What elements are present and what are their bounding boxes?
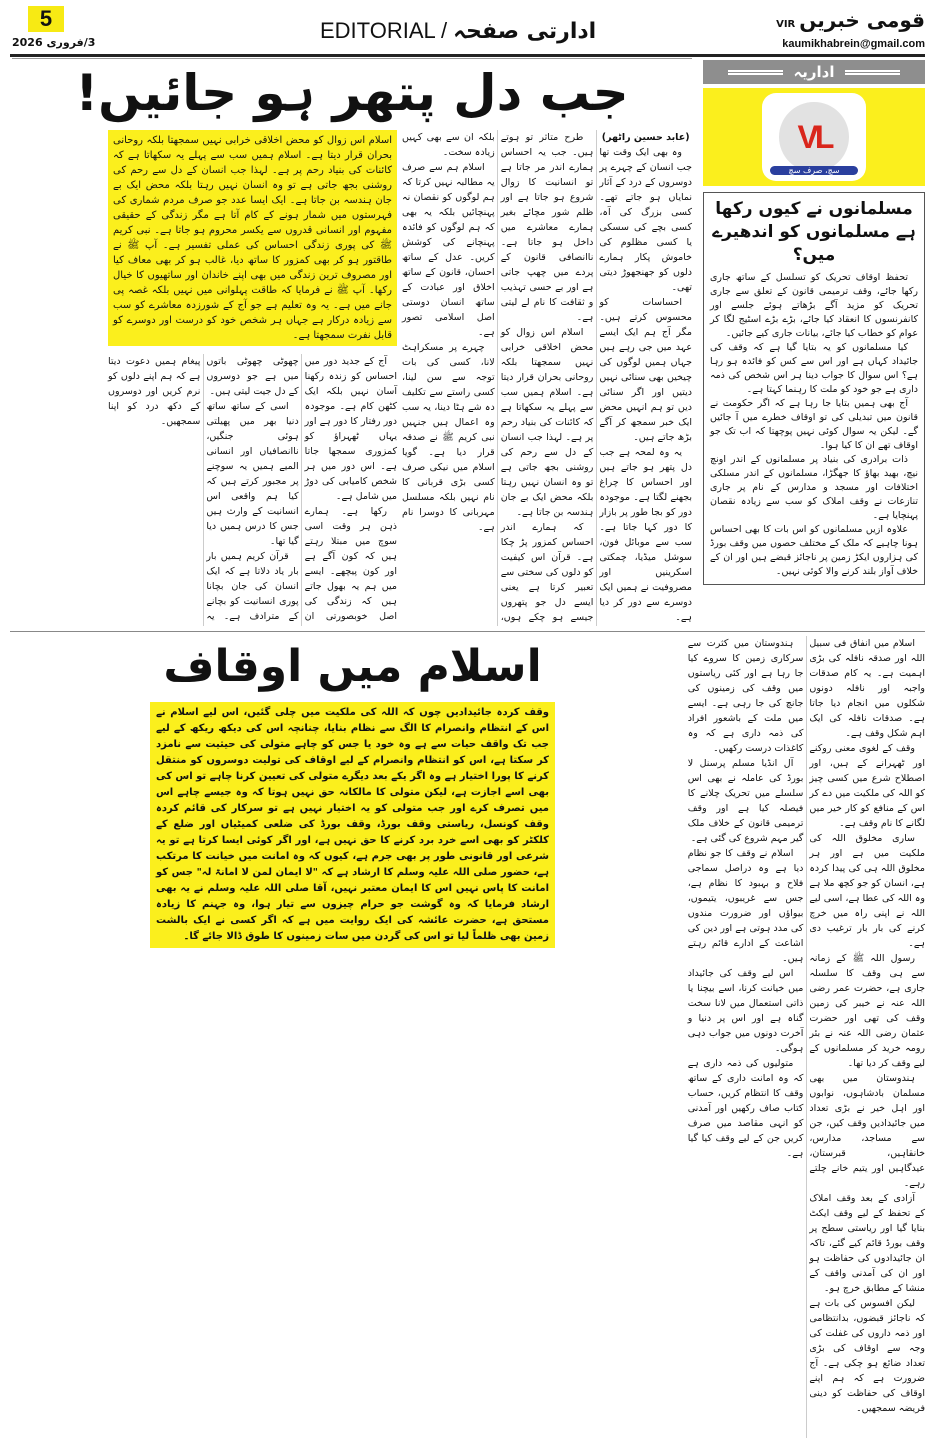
article1-highlight-box: اسلام اس زوال کو محض اخلاقی خرابی نہیں سمجھتا بلکہ روحانی بحران قرار دیتا ہے۔ اسلام ہمیں سب سے پہلے یہ سکھاتا ہے کہ کائنات کی بنیاد رحم پر ہے۔ لہذا جب انسان کے دل سے رحم کی روشنی بجھ جاتی ہے تو وہ انسان نہیں رہتا بلکہ محض ایک بے جان ہندسہ بن جاتا ہے۔ ایک ایسا عدد جو صرف مردم شماری کی فہرستوں میں شمار ہونے کے کام آتا ہے مگر زندگی کے حقیقی مفہوم اور انسانی قدروں سے یکسر محروم ہو جاتا ہے۔ نبی کریم ﷺ کی پوری زندگی احساس کی عملی تفسیر ہے۔ آپ ﷺ نے طاقتور ہو کر بھی کمزور کا ساتھ دیا، غالب ہو کر بھی معاف کیا اور مصروف ترین زندگی میں بھی اپنے خاندان اور ساتھیوں کا خیال رکھا۔ آپ ﷺ نے فرمایا کہ طاقت پہلوانی میں نہیں بلکہ غصہ پی جانے میں ہے۔ یہ وہ تعلیم ہے جو آج کے شورزدہ معاشرے کو سب سے زیادہ درکار ہے جہاں ہر شخص خود کو درست اور دوسرے کو قابل نفرت سمجھتا ہے۔ — [108, 130, 397, 346]
article1-column-left — [10, 130, 102, 626]
paragraph: متولیوں کی ذمہ داری ہے کہ وہ امانت داری کے ساتھ وقف کا انتظام کریں، حساب کتاب صاف رکھیں اور آمدنی کو انہی مقاصد میں صرف کریں جن کے لیے وقف کیا گیا ہے۔ — [687, 1058, 804, 1159]
contact-email[interactable]: kaumikhabrein@gmail.com — [782, 38, 925, 50]
paragraph: لیکن افسوس کی بات ہے کہ ناجائز قبضوں، بدانتظامی اور ذمہ داروں کی غفلت کی وجہ سے اوقاف کی بڑی تعداد ضائع ہو چکی ہے۔ آج ضرورت ہے کہ ہم اپنے اوقاف کی حفاظت کو دینی فریضہ سمجھیں۔ — [809, 1298, 925, 1414]
paragraph: اسی کے ساتھ ساتھ دنیا بھر میں پھیلتی ہوئی جنگیں، ناانصافیاں اور انسانی المیے ہمیں یہ سوچنے پر مجبور کرتے ہیں کہ کیا ہم واقعی اس انسانیت کے وارث ہیں جس کا درس ہمیں دیا گیا تھا۔ — [206, 401, 299, 547]
paragraph: آج بھی ہمیں بتایا جا رہا ہے کہ اگر حکومت نے قانون میں تبدیلی کی تو اوقاف خطرے میں آ جائیں گے۔ لیکن یہ سوال کوئی نہیں پوچھتا کہ اب تک جو اوقاف تھے ان کا کیا ہوا۔ — [710, 398, 918, 451]
article-divider — [10, 631, 925, 632]
paragraph: رسول اللہ ﷺ کے زمانہ سے ہی وقف کا سلسلہ جاری ہے، حضرت عمر رضی اللہ عنہ نے خیبر کی زمین وقف کی تھی اور حضرت عثمان رضی اللہ عنہ نے بئر رومہ خرید کر مسلمانوں کے لیے وقف کر دیا تھا۔ — [809, 953, 925, 1069]
pen-logo-icon: VL — [779, 102, 849, 172]
paragraph: تحفظ اوقاف تحریک کو تسلسل کے ساتھ جاری رکھا جائے، وقف ترمیمی قانون کے تعلق سے جاری تحریک کو مزید آگے بڑھاتے ہوئے جلسے اور کانفرنسوں کا انعقاد کیا جائے، بڑے بڑے اسٹیج لگا کر عوام کو خطاب کیا جائے، بیانات جاری کیے جائیں۔ — [710, 272, 918, 339]
paragraph: یہ وہ لمحہ ہے جب دل پتھر ہو جاتے ہیں اور احساس کا چراغ بجھنے لگتا ہے۔ موجودہ دور کو بجا طور پر بازار کا دور کہا جاتا ہے۔ سب سے موبائل فون، سوشل میڈیا، چمکتی اسکرینیں اور مصروفیت نے ہمیں ایک دوسرے سے دور کر دیا ہے۔ — [599, 447, 692, 623]
logo-card — [762, 93, 866, 181]
editorial-logo-panel — [703, 88, 925, 186]
article2-columns-middle — [150, 956, 555, 1438]
logo-tagline: سچ، صرف سچ — [770, 166, 858, 175]
paragraph: اس لیے وقف کی جائیداد میں خیانت کرنا، اسے بیچنا یا ذاتی استعمال میں لانا سخت گناہ ہے اور اس پر دنیا و آخرت دونوں میں جواب دہی ہوگی۔ — [687, 968, 804, 1054]
article2-column-left — [10, 636, 142, 1438]
page-number: 5 — [28, 6, 64, 32]
paragraph: اسلام میں انفاق فی سبیل اللہ اور صدقہ نافلہ کی بڑی اہمیت ہے۔ یہ کام صدقات واجبہ اور نافلہ دونوں شکلوں میں انجام دیا جاتا ہے۔ صدقات نافلہ کی ایک اہم شکل وقف ہے۔ — [809, 638, 925, 739]
article1-columns-right — [402, 130, 692, 626]
paragraph: وقف کے لغوی معنی روکنے اور ٹھہرانے کے ہیں، اور اصطلاح شرع میں کسی چیز کو اللہ کی ملکیت میں دے کر اس کے منافع کو کار خیر میں لگانے کا نام وقف ہے۔ — [809, 743, 925, 829]
editorial-headline: مسلمانوں نے کیوں رکھا ہے مسلمانوں کو اندھیرے میں؟ — [712, 199, 916, 265]
paragraph: احساسات کو محسوس کرتے ہیں۔ مگر آج ہم ایک ایسے عہد میں جی رہے ہیں جہاں ہمیں لوگوں کی چیخیں بھی سنائی نہیں دیتیں اور اگر سنائی دیں تو ہم انہیں محض ایک خبر سمجھ کر آگے بڑھ جاتے ہیں۔ — [599, 297, 692, 443]
paragraph: طرح متاثر تو ہوتے ہیں۔ جب یہ احساس ہمارے اندر مر جاتا ہے تو انسانیت کا زوال شروع ہو جاتا ہے اور ظلم شور مچائے بغیر ہمارے معاشرے میں داخل ہو جاتا ہے۔ ناانصافی قانون کے پردے میں چھپ جاتی ہے اور بے حسی تہذیب و ثقافت کا نام لے لیتی ہے۔ — [500, 132, 594, 323]
paragraph: ذات برادری کی بنیاد پر مسلمانوں کے اندر اونچ نیچ، بھید بھاؤ کا جھگڑا، مسلمانوں کے اندر مسلکی اختلافات اور مسجد و مدارس کے نام پر جاری تنازعات نے وقف املاک کو سب سے زیادہ نقصان پہنچایا ہے۔ — [710, 454, 918, 521]
article2-columns-right — [566, 636, 925, 1438]
paragraph: اسلام اس زوال کو محض اخلاقی خرابی نہیں سمجھتا بلکہ روحانی بحران قرار دیتا ہے۔ اسلام ہمیں سب سے پہلے یہ سکھاتا ہے کہ کائنات کی بنیاد رحم پر ہے۔ لہذا جب انسان کے دل سے رحم کی روشنی بجھ جاتی ہے تو وہ انسان نہیں رہتا بلکہ محض ایک بے جان ہندسہ بن جاتا ہے۔ — [500, 327, 594, 518]
editorial-banner-label: اداریہ — [793, 63, 835, 81]
paragraph: کیا مسلمانوں کو یہ بتایا گیا ہے کہ وقف کی جائیداد کہاں ہے اور اس سے کس کو فائدہ ہو رہا ہے؟ اس سوال کا جواب دینا ہر اس شخص کی ذمہ داری ہے جو خود کو ملت کا رہنما کہتا ہے۔ — [710, 342, 918, 395]
paragraph: قرآن کریم ہمیں بار بار یاد دلاتا ہے کہ ایک انسان کی جان بچانا پوری انسانیت کو بچانے کے مترادف ہے۔ یہ پیغام ہمیں دعوت دیتا ہے کہ ہم اپنے دلوں کو نرم کریں اور دوسروں کے دکھ درد کو اپنا سمجھیں۔ — [108, 356, 299, 622]
paragraph: آزادی کے بعد وقف املاک کے تحفظ کے لیے وقف ایکٹ بنایا گیا اور ریاستی سطح پر وقف بورڈ قائم کیے گئے، تاکہ ان جائیدادوں کی حفاظت ہو اور ان کی آمدنی واقف کے منشا کے مطابق خرچ ہو۔ — [809, 1193, 925, 1294]
header-divider — [10, 54, 925, 57]
paragraph: ہندوستان میں بھی مسلمان بادشاہوں، نوابوں اور اہل خیر نے بڑی تعداد میں جائیدادیں وقف کیں، جن سے مساجد، مدارس، خانقاہیں، قبرستان، عیدگاہیں اور یتیم خانے چلتے رہے۔ — [809, 1073, 925, 1189]
article2-highlight-box: وقف کردہ جائیدادیں چوں کہ اللہ کی ملکیت میں چلی گئیں، اس لیے اسلام نے اس کے انتظام وانصرام کا الگ سے نظام بنایا، چنانچہ اس کی دیکھ ریکھ کے لیے جب تک واقف حیات سے ہے وہ خود یا جس کو چاہے متولی کی حیثیت سے نامزد کر سکتا ہے، اس کو انتظام وانصرام کے لیے اوقاف کی تولیت دوسروں کو منتقل کرنے کا پورا اختیار ہے وہ اگر یکے بعد دیگرے متولی کی تعیین کرنا چاہے تو اس کی بھی اسے اجازت ہے، لیکن متولی کا مالکانہ حق نہیں ہوتا کہ وہ جیسے چاہے اس میں تصرف کرے اور جب متولی کو یہ اختیار نہیں ہے تو سرکار کی قائم کردہ وقف کونسل، ریاستی وقف بورڈ، وقف بورڈ کی ضلعی کمیٹیاں اور ضلع کے کلکٹر کو بھی اسے خرد برد کرنے کا حق نہیں ہے، اور اگر کوئی ایسا کرتا ہے تو یہ شرعی اور قانونی طور پر بھی جرم ہے، کیوں کہ وہ امانت میں خیانت کا مرتکب ہے، حضور صلی اللہ علیہ وسلم کا ارشاد ہے کہ "لا ایمان لمن لا امانۃ لہ" جس کو امانت کا پاس نہیں اس کا ایمان معتبر نہیں، آقا صلی اللہ علیہ وسلم نے یہ بھی ارشاد فرمایا کہ وہ گوشت جو حرام چیزوں سے تیار ہوا، وہ جہنم کا زیادہ مستحق ہے، حضرت عائشہ کی ایک روایت میں ہے کہ اگر کسی نے ایک بالشت زمین بھی ظلماً لیا تو اس کی گردن میں سات زمینوں کا طوق ڈالا جائے گا۔ — [150, 702, 555, 948]
paragraph: ساری مخلوق اللہ کی ملکیت میں ہے اور ہر مخلوق اللہ ہی کی پیدا کردہ ہے، انسان کو جو کچھ ملا ہے وہ اللہ کی عطا ہے، اسی لیے اللہ نے اپنی راہ میں خرچ کرنے کی بار بار ترغیب دی ہے۔ — [809, 833, 925, 949]
paragraph: چہرے پر مسکراہٹ لانا، کسی کی بات توجہ سے سن لینا، کسی راستے سے تکلیف دہ شے ہٹا دینا، یہ سب وہ اعمال ہیں جنہیں نبی کریم ﷺ نے صدقہ قرار دیا ہے۔ گویا اسلام میں نیکی صرف کسی بڑی قربانی کا نام نہیں بلکہ مسلسل مہربانی کا دوسرا نام ہے۔ — [402, 342, 495, 533]
section-title — [320, 18, 596, 44]
article1-columns-middle — [108, 354, 397, 626]
section-title-en: EDITORIAL / — [320, 18, 448, 43]
article2-headline: اسلام میں اوقاف — [163, 641, 542, 692]
section-title-ur: ادارتی صفحہ — [453, 19, 597, 44]
paragraph: رکھا ہے۔ ہمارے ذہن ہر وقت اسی سوچ میں مبتلا رہتے ہیں کہ کون آگے ہے اور کون پیچھے۔ ایسے میں ہم یہ بھول جاتے ہیں کہ زندگی کی اصل خوبصورتی ان چھوٹی چھوٹی باتوں میں ہے جو دوسروں کے دل جیت لیتی ہیں۔ — [206, 356, 397, 622]
paragraph: علاوہ ازیں مسلمانوں کو اس بات کا بھی احساس ہونا چاہیے کہ ملک کے مختلف حصوں میں وقف بورڈ کی ہزاروں ایکڑ زمین پر ناجائز قبضے ہیں اور ان کے خلاف آواز بلند کرنے والا کوئی نہیں۔ — [710, 524, 918, 577]
brand-mark: VIR — [776, 19, 796, 30]
paragraph: آج کے جدید دور میں احساس کو زندہ رکھنا آسان نہیں بلکہ ایک کٹھن کام ہے۔ موجودہ دور رفتار کا دور ہے اور یہاں ٹھہراؤ کو کمزوری سمجھا جاتا ہے۔ اس دور میں ہر شخص کامیابی کی دوڑ میں شامل ہے۔ — [304, 356, 397, 502]
banner-rule — [845, 70, 900, 75]
issue-date: 3/فروری 2026 — [12, 36, 96, 49]
brand-name: قومی خبریں — [799, 8, 925, 32]
paragraph: وہ بھی ایک وقت تھا جب انسان کے چہرے پر دوسروں کے درد کے آثار نمایاں ہو جاتے تھے۔ کسی بزرگ کی آہ، کسی بچے کی سسکی یا کسی مظلوم کی خاموش پکار ہمارے دلوں کو جھنجھوڑ دیتی تھی۔ — [599, 147, 692, 293]
paragraph: کہ ہمارے اندر احساس کمزور پڑ چکا ہے۔ قرآن اس کیفیت کو دلوں کی سختی سے تعبیر کرتا ہے یعنی ایسے دل جو پتھروں جیسے ہو چکے ہوں، بلکہ ان سے بھی کہیں زیادہ سخت۔ — [402, 132, 594, 623]
paragraph: آل انڈیا مسلم پرسنل لا بورڈ کی عاملہ نے بھی اس سلسلے میں تحریک چلانے کا فیصلہ کیا ہے اور وقف ترمیمی قانون کے خلاف ملک گیر مہم شروع کی گئی ہے۔ — [687, 758, 804, 844]
editorial-banner — [703, 60, 925, 84]
editorial-body — [710, 271, 918, 579]
editorial-column — [703, 192, 925, 585]
article1-headline: جب دل پتھر ہو جائیں! — [12, 58, 692, 126]
paragraph: اسلام ہم سے صرف یہ مطالبہ نہیں کرتا کہ ہم لوگوں کو نقصان نہ پہنچائیں بلکہ یہ بھی کہ ہم لوگوں کو فائدہ پہنچانے کی کوشش کریں۔ عدل کے ساتھ احسان، قانون کے ساتھ اخلاق اور عبادت کے ساتھ انسان دوستی اصل اسلامی تصور ہے۔ — [402, 162, 495, 338]
article1-byline: (عابد حسین راٹھر) — [601, 132, 690, 143]
masthead-logo — [776, 8, 925, 32]
paragraph: اسلام نے وقف کا جو نظام دیا ہے وہ دراصل سماجی فلاح و بہبود کا نظام ہے، جس سے غریبوں، یتیموں، بیواؤں اور ضرورت مندوں کی مدد ہوتی ہے اور دین کی اشاعت کے ادارے قائم رہتے ہیں۔ — [687, 848, 804, 964]
banner-rule — [728, 70, 783, 75]
paragraph: ہندوستان میں کثرت سے سرکاری زمین کا سروے کیا جا رہا ہے اور کئی ریاستوں میں وقف کی زمینوں کی جانچ کی جا رہی ہے۔ ایسے میں ملت کے باشعور افراد کی ذمہ داری ہے کہ وہ کاغذات درست رکھیں۔ — [687, 638, 804, 754]
